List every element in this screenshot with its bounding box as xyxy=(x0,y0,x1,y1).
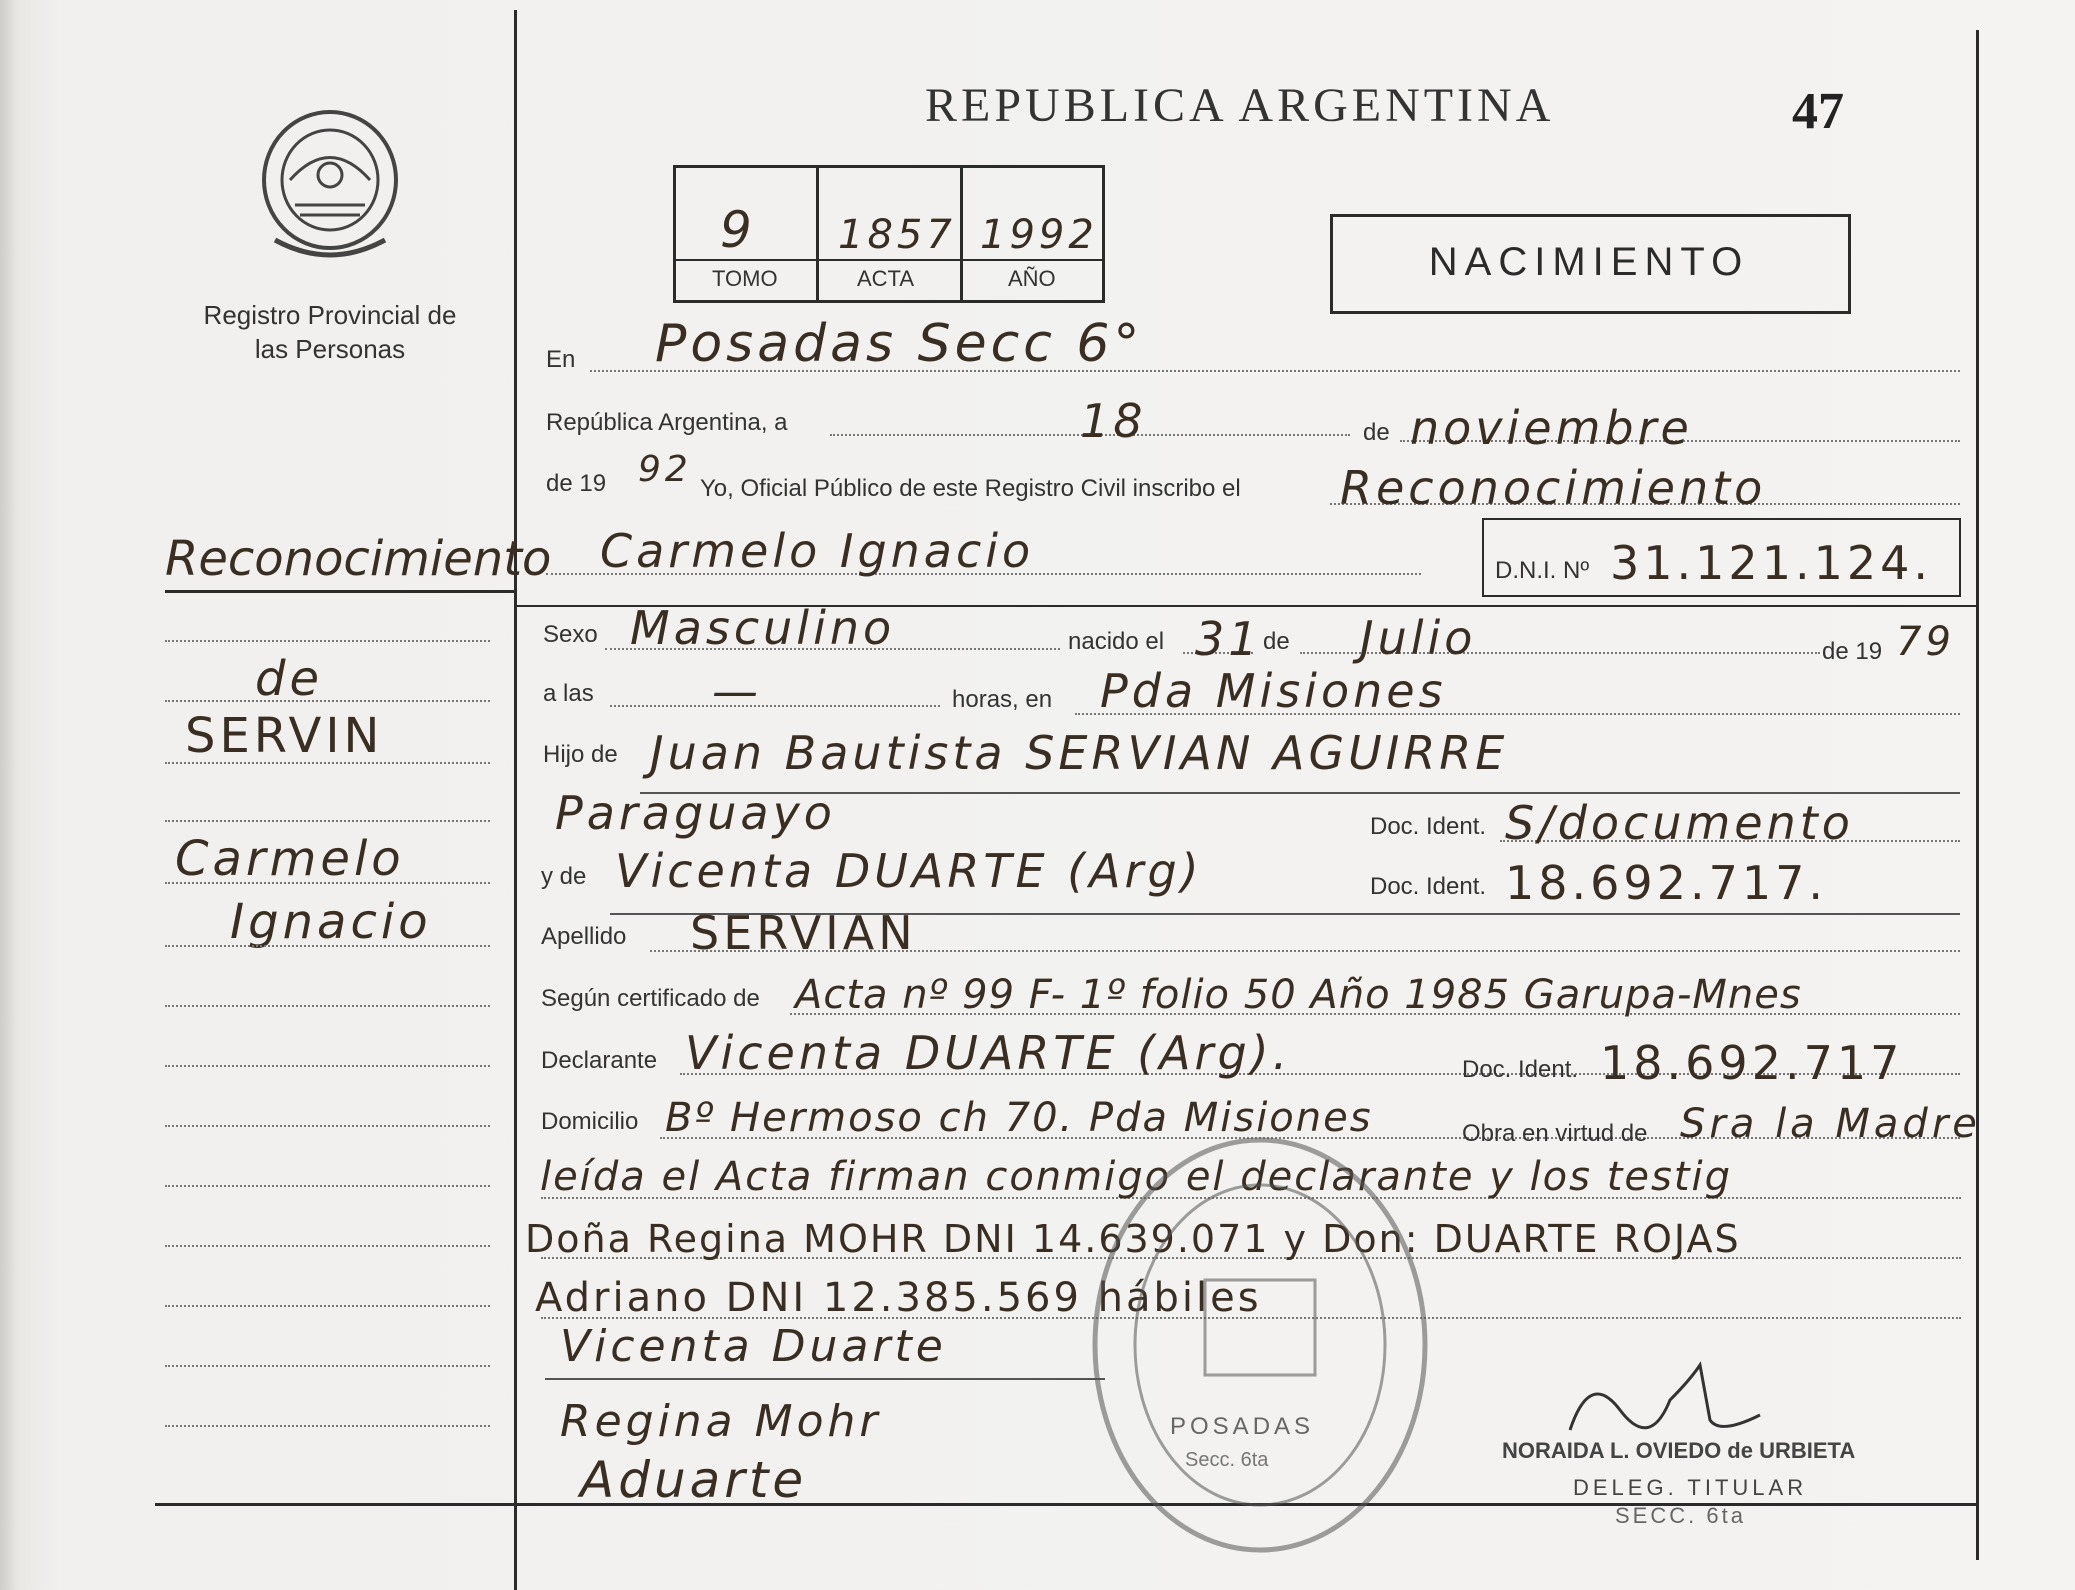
alas-label: a las xyxy=(543,680,594,707)
horas-value: Pda Misiones xyxy=(1100,664,1447,718)
signature-witness-2: Aduarte xyxy=(580,1451,808,1509)
record-type: NACIMIENTO xyxy=(1428,240,1750,284)
segun-value: Acta nº 99 F- 1º folio 50 Año 1985 Garupa-Mnes xyxy=(795,972,1802,1018)
doc1-value: S/documento xyxy=(1505,796,1854,850)
apellido-value: SERVIAN xyxy=(690,906,917,960)
sexo-value: Masculino xyxy=(630,601,896,655)
doc3-value: 18.692.717 xyxy=(1600,1036,1904,1090)
hijo-value: Juan Bautista SERVIAN AGUIRRE xyxy=(650,726,1509,780)
margin-dotted xyxy=(165,1125,490,1127)
right-border xyxy=(1976,30,1979,1560)
nacido-year: 79 xyxy=(1896,619,1955,665)
margin-dotted xyxy=(165,700,490,702)
stamp-secc: Secc. 6ta xyxy=(1185,1449,1269,1471)
doc2-value: 18.692.717. xyxy=(1505,856,1827,910)
margin-note-line4: Carmelo xyxy=(175,831,405,887)
margin-dotted xyxy=(165,1425,490,1427)
dni-value: 31.121.124. xyxy=(1610,536,1932,590)
record-box-rule xyxy=(673,259,1102,261)
margin-dotted xyxy=(165,1005,490,1007)
margin-dotted xyxy=(165,1365,490,1367)
record-box-divider xyxy=(816,165,819,300)
doc2-label: Doc. Ident. xyxy=(1370,873,1487,900)
signature-line xyxy=(545,1378,1105,1380)
yde-value: Vicenta DUARTE (Arg) xyxy=(615,844,1203,898)
en-label: En xyxy=(546,346,576,373)
margin-note-line3: SERVIN xyxy=(185,708,384,764)
margin-dotted xyxy=(165,1065,490,1067)
republica-label: República Argentina, a xyxy=(546,409,788,436)
obra-label: Obra en virtud de xyxy=(1462,1120,1648,1147)
text-line-c: Adriano DNI 12.385.569 hábiles xyxy=(535,1275,1262,1321)
nacido-label: nacido el xyxy=(1068,628,1165,655)
en-value: Posadas Secc 6° xyxy=(655,314,1144,374)
declarante-value: Vicenta DUARTE (Arg). xyxy=(685,1026,1292,1080)
declarante-label: Declarante xyxy=(541,1047,658,1074)
official-signature-icon xyxy=(1560,1360,1770,1450)
margin-note-line1: Reconocimiento xyxy=(165,531,552,587)
inscribe-value: Reconocimiento xyxy=(1340,461,1767,515)
stamp-city: POSADAS xyxy=(1170,1413,1315,1440)
year-value: 92 xyxy=(638,449,692,490)
name-value: Carmelo Ignacio xyxy=(600,524,1035,578)
dni-label: D.N.I. Nº xyxy=(1495,557,1590,584)
margin-dotted xyxy=(165,1245,490,1247)
signature-witness-1: Regina Mohr xyxy=(560,1396,882,1447)
signature-declarante: Vicenta Duarte xyxy=(560,1321,947,1372)
provincial-seal-icon xyxy=(255,105,405,265)
ano-label: AÑO xyxy=(1008,266,1056,291)
margin-dotted xyxy=(165,762,490,764)
text-line-b: Doña Regina MOHR DNI 14.639.071 y Don: DUARTE ROJAS xyxy=(525,1217,1741,1261)
ano-value: 1992 xyxy=(980,212,1098,258)
hijo-label: Hijo de xyxy=(543,741,618,768)
month-value: noviembre xyxy=(1410,401,1693,455)
domicilio-label: Domicilio xyxy=(541,1108,639,1135)
de-label: de xyxy=(1363,419,1390,446)
margin-dotted xyxy=(165,945,490,947)
obra-value: Sra la Madre xyxy=(1680,1101,1981,1147)
form-line-solid xyxy=(640,792,1960,794)
margin-note-line5: Ignacio xyxy=(230,894,432,950)
official-title: DELEG. TITULAR xyxy=(1573,1475,1808,1500)
page-number: 47 xyxy=(1792,83,1844,140)
de19-label-2: de 19 xyxy=(1822,638,1883,665)
hijo-nationality: Paraguayo xyxy=(555,786,836,840)
record-box-divider xyxy=(960,165,963,300)
tomo-label: TOMO xyxy=(712,266,778,291)
domicilio-value: Bº Hermoso ch 70. Pda Misiones xyxy=(665,1095,1373,1141)
margin-note-line2: de xyxy=(255,651,323,707)
country-title: REPUBLICA ARGENTINA xyxy=(925,79,1555,132)
acta-value: 1857 xyxy=(838,212,956,258)
nacido-month: Julio xyxy=(1360,611,1477,665)
alas-value: — xyxy=(712,664,762,718)
tomo-value: 9 xyxy=(720,201,756,259)
yo-text: Yo, Oficial Público de este Registro Civil inscribo el xyxy=(700,475,1241,502)
official-stamp-icon xyxy=(1085,1130,1435,1560)
margin-dotted xyxy=(165,820,490,822)
doc1-label: Doc. Ident. xyxy=(1370,813,1487,840)
yde-label: y de xyxy=(541,863,587,890)
apellido-label: Apellido xyxy=(541,923,627,950)
column-divider xyxy=(514,10,517,1590)
margin-dotted xyxy=(165,1185,490,1187)
official-name: NORAIDA L. OVIEDO de URBIETA xyxy=(1502,1438,1856,1463)
margin-dotted xyxy=(165,640,490,642)
margin-dotted xyxy=(165,882,490,884)
text-line-a: leída el Acta firman conmigo el declarante y los testig xyxy=(540,1154,1733,1200)
horas-label: horas, en xyxy=(952,686,1053,713)
nacido-day: 31 xyxy=(1195,612,1262,666)
day-value: 18 xyxy=(1080,394,1147,448)
official-secc: SECC. 6ta xyxy=(1615,1503,1746,1528)
sexo-label: Sexo xyxy=(543,621,598,648)
segun-label: Según certificado de xyxy=(541,985,760,1012)
de19-label: de 19 xyxy=(546,470,607,497)
registry-name: Registro Provincial de las Personas xyxy=(203,300,457,364)
de-label-2: de xyxy=(1263,628,1290,655)
margin-name-underline xyxy=(165,590,515,593)
form-line xyxy=(610,705,940,707)
acta-label: ACTA xyxy=(857,266,915,291)
doc3-label: Doc. Ident. xyxy=(1462,1056,1579,1083)
margin-dotted xyxy=(165,1305,490,1307)
